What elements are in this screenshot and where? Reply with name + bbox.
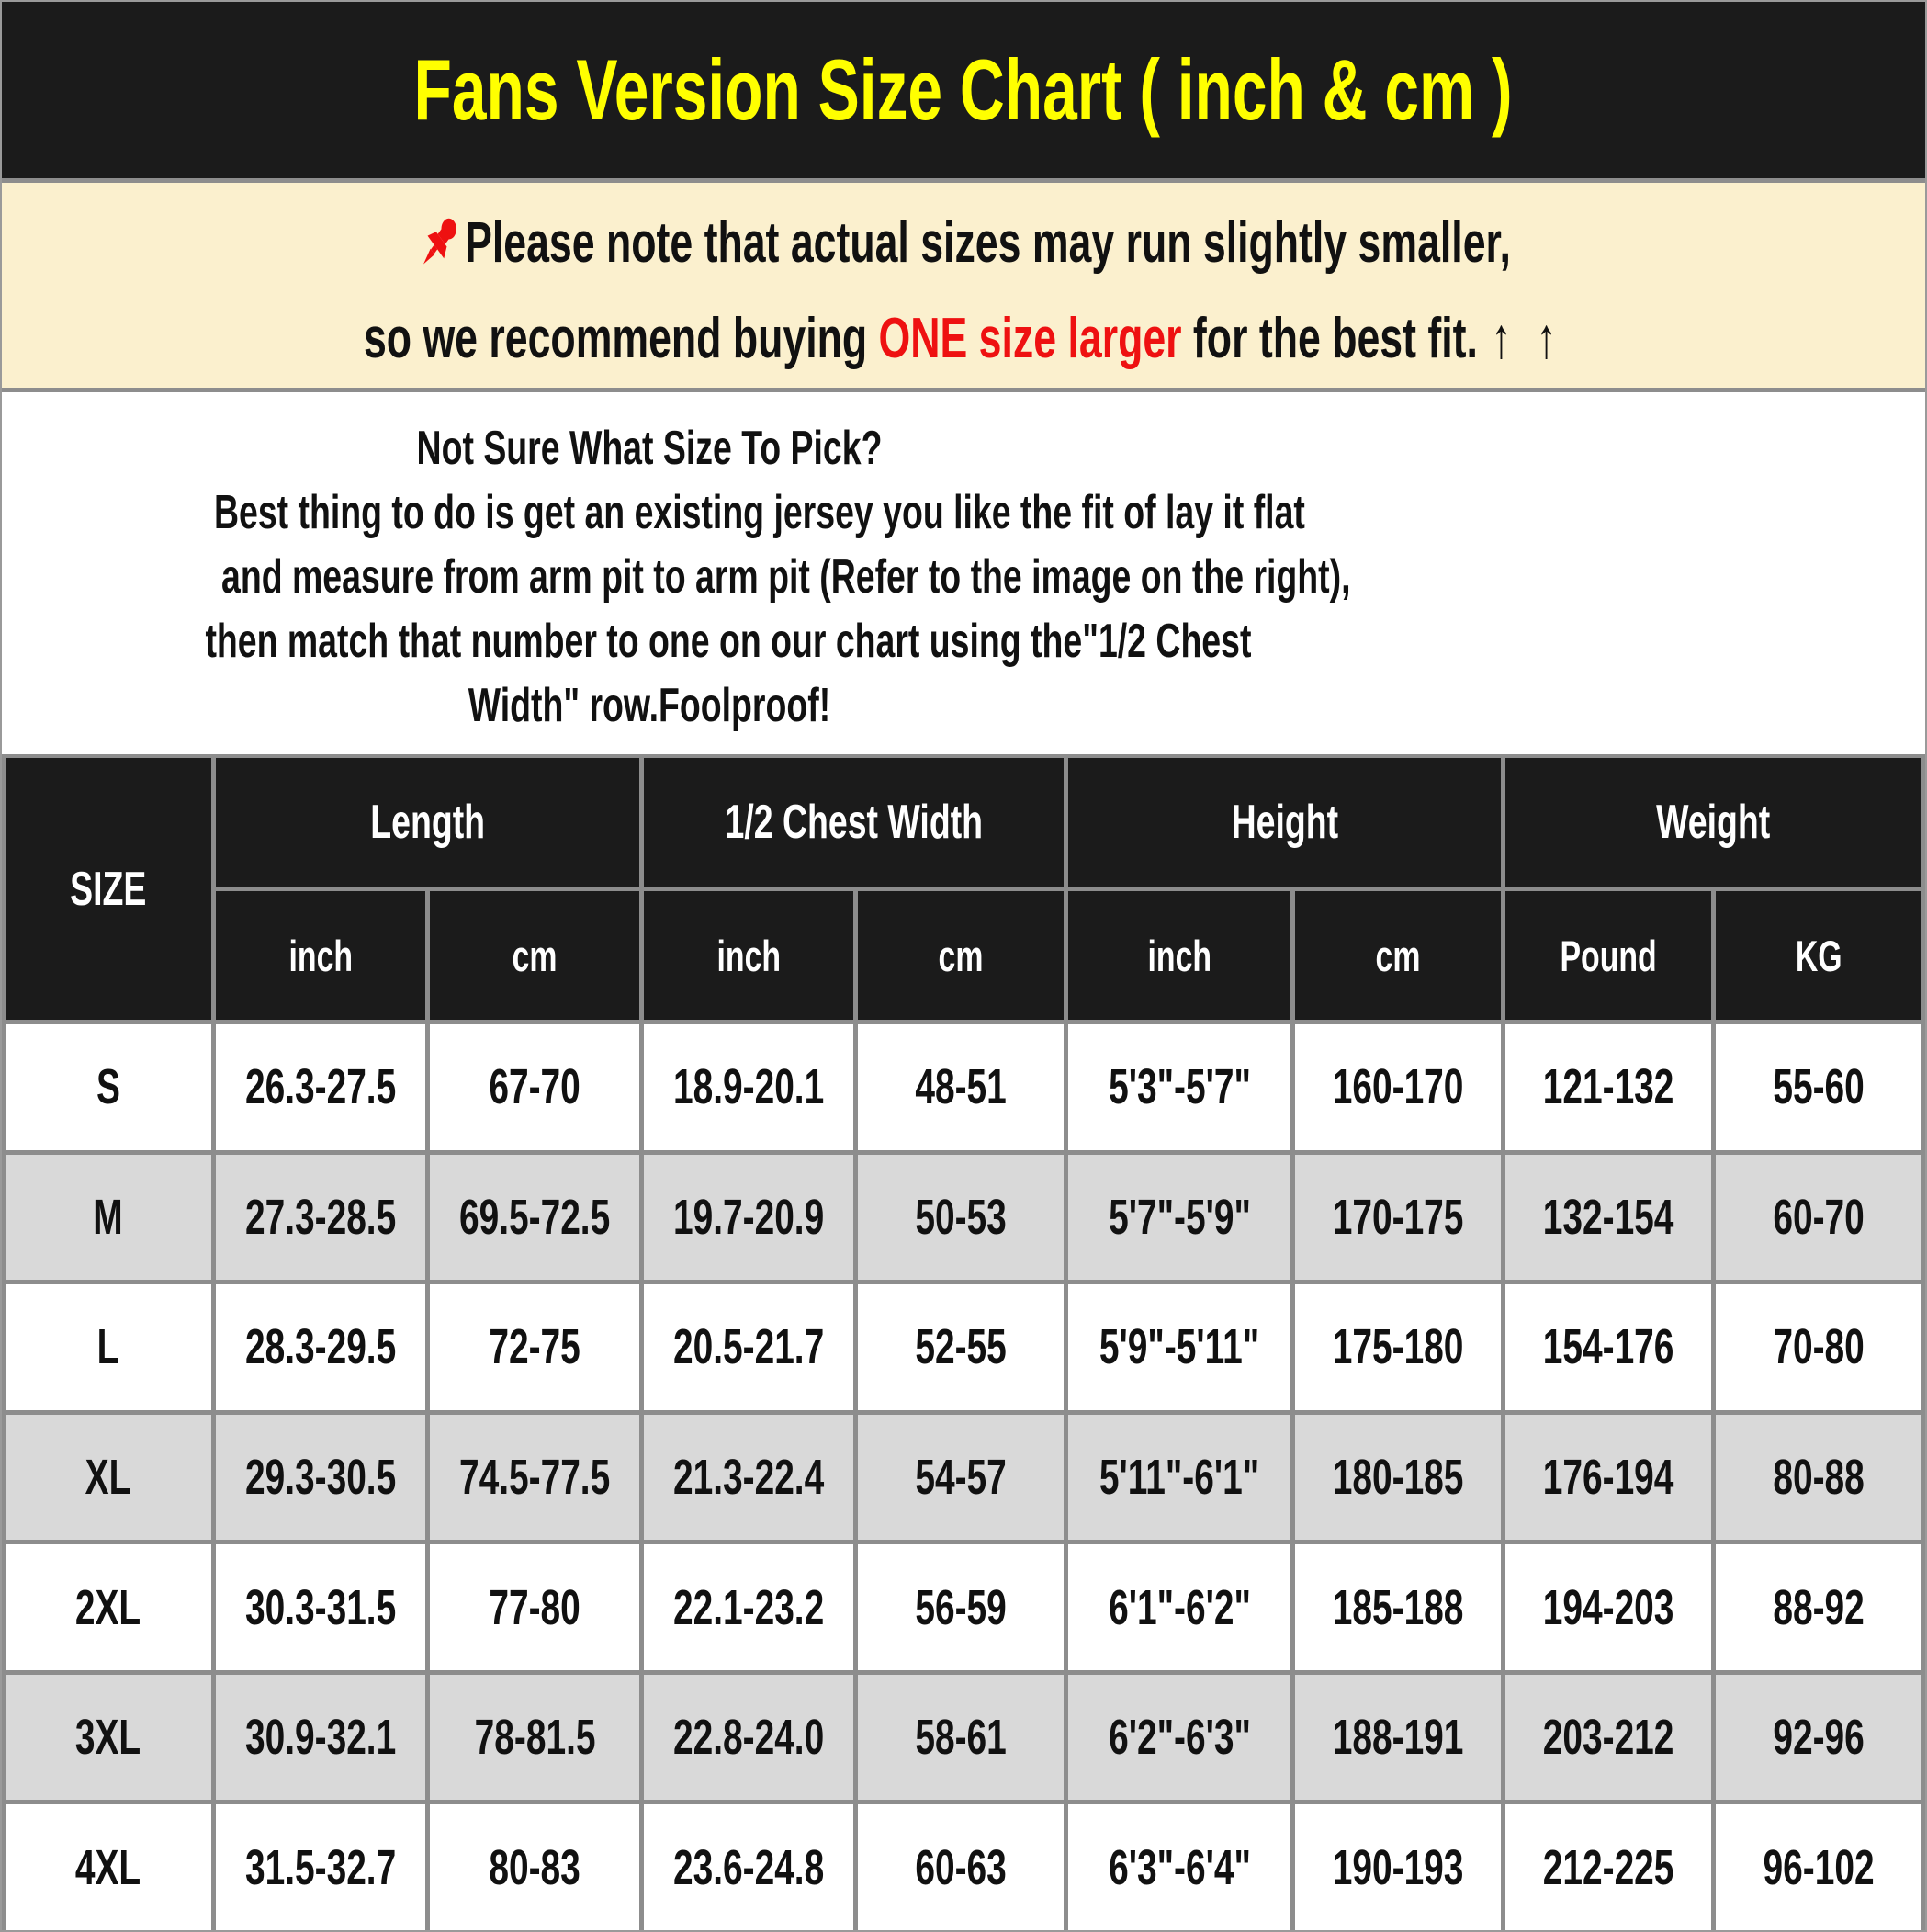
title-bar	[2, 2, 1925, 178]
value-cell: 30.3-31.5	[216, 1544, 425, 1670]
value-cell: 80-88	[1716, 1415, 1921, 1541]
sub-header-height-cm: cm	[1295, 891, 1501, 1020]
value-cell: 31.5-32.7	[216, 1804, 425, 1930]
value-cell: 5'7"-5'9"	[1068, 1155, 1290, 1281]
howto-heading: Not Sure What Size To Pick?	[416, 422, 883, 475]
value-cell: 212-225	[1505, 1804, 1711, 1930]
howto-line-4: then match that number to one on our chart using the"1/2 Chest	[205, 615, 1252, 668]
value-cell: 74.5-77.5	[430, 1415, 639, 1541]
value-cell: 52-55	[858, 1284, 1064, 1410]
value-cell: 28.3-29.5	[216, 1284, 425, 1410]
value-cell: 20.5-21.7	[644, 1284, 853, 1410]
value-cell: 203-212	[1505, 1675, 1711, 1801]
value-cell: 88-92	[1716, 1544, 1921, 1670]
value-cell: 80-83	[430, 1804, 639, 1930]
value-cell: 29.3-30.5	[216, 1415, 425, 1541]
group-header-length: Length	[216, 758, 639, 887]
howto-line-2: Best thing to do is get an existing jersey you like the fit of lay it flat	[213, 486, 1305, 539]
value-cell: 70-80	[1716, 1284, 1921, 1410]
value-cell: 22.8-24.0	[644, 1675, 853, 1801]
size-cell: S	[6, 1024, 211, 1150]
up-arrows-icon: ↑ ↑	[1491, 307, 1564, 370]
sub-header-weight-pound: Pound	[1505, 891, 1711, 1020]
page-title: Fans Version Size Chart ( inch & cm )	[414, 41, 1513, 138]
size-cell: M	[6, 1155, 211, 1281]
value-cell: 78-81.5	[430, 1675, 639, 1801]
value-cell: 185-188	[1295, 1544, 1501, 1670]
value-cell: 180-185	[1295, 1415, 1501, 1541]
value-cell: 72-75	[430, 1284, 639, 1410]
value-cell: 19.7-20.9	[644, 1155, 853, 1281]
value-cell: 58-61	[858, 1675, 1064, 1801]
value-cell: 92-96	[1716, 1675, 1921, 1801]
sub-header-chest-cm: cm	[858, 891, 1064, 1020]
value-cell: 154-176	[1505, 1284, 1711, 1410]
value-cell: 5'11"-6'1"	[1068, 1415, 1290, 1541]
value-cell: 121-132	[1505, 1024, 1711, 1150]
value-cell: 96-102	[1716, 1804, 1921, 1930]
pushpin-icon	[416, 210, 462, 275]
value-cell: 170-175	[1295, 1155, 1501, 1281]
value-cell: 194-203	[1505, 1544, 1711, 1670]
group-header-chest-width: 1/2 Chest Width	[644, 758, 1064, 887]
group-header-height: Height	[1068, 758, 1501, 887]
sub-header-chest-inch: inch	[644, 891, 853, 1020]
value-cell: 30.9-32.1	[216, 1675, 425, 1801]
value-cell: 188-191	[1295, 1675, 1501, 1801]
size-cell: L	[6, 1284, 211, 1410]
value-cell: 21.3-22.4	[644, 1415, 853, 1541]
size-cell: 4XL	[6, 1804, 211, 1930]
value-cell: 67-70	[430, 1024, 639, 1150]
note-banner	[2, 178, 1925, 392]
size-header: SIZE	[6, 758, 211, 1020]
note-line-2-suffix: for the best fit.	[1181, 307, 1478, 370]
value-cell: 5'3"-5'7"	[1068, 1024, 1290, 1150]
value-cell: 190-193	[1295, 1804, 1501, 1930]
value-cell: 27.3-28.5	[216, 1155, 425, 1281]
sub-header-height-inch: inch	[1068, 891, 1290, 1020]
value-cell: 60-63	[858, 1804, 1064, 1930]
note-line-2-prefix: so we recommend buying	[363, 307, 879, 370]
size-cell: 2XL	[6, 1544, 211, 1670]
note-line-2	[2, 291, 1925, 387]
size-cell: XL	[6, 1415, 211, 1541]
value-cell: 6'1"-6'2"	[1068, 1544, 1290, 1670]
size-cell: 3XL	[6, 1675, 211, 1801]
value-cell: 50-53	[858, 1155, 1064, 1281]
value-cell: 132-154	[1505, 1155, 1711, 1281]
howto-line-3: and measure from arm pit to arm pit (Refer to the image on the right),	[221, 550, 1351, 604]
howto-line-5: Width" row.Foolproof!	[468, 679, 831, 732]
note-line-1-text: Please note that actual sizes may run slightly smaller,	[465, 211, 1512, 275]
value-cell: 18.9-20.1	[644, 1024, 853, 1150]
value-cell: 176-194	[1505, 1415, 1711, 1541]
sub-header-weight-kg: KG	[1716, 891, 1921, 1020]
size-table	[2, 754, 1925, 1932]
sub-header-length-inch: inch	[216, 891, 425, 1020]
value-cell: 55-60	[1716, 1024, 1921, 1150]
howto-section	[2, 392, 1925, 754]
value-cell: 48-51	[858, 1024, 1064, 1150]
value-cell: 160-170	[1295, 1024, 1501, 1150]
value-cell: 56-59	[858, 1544, 1064, 1670]
value-cell: 54-57	[858, 1415, 1064, 1541]
value-cell: 6'3"-6'4"	[1068, 1804, 1290, 1930]
value-cell: 69.5-72.5	[430, 1155, 639, 1281]
value-cell: 60-70	[1716, 1155, 1921, 1281]
sub-header-length-cm: cm	[430, 891, 639, 1020]
value-cell: 175-180	[1295, 1284, 1501, 1410]
note-line-1	[2, 196, 1925, 291]
value-cell: 5'9"-5'11"	[1068, 1284, 1290, 1410]
value-cell: 23.6-24.8	[644, 1804, 853, 1930]
value-cell: 26.3-27.5	[216, 1024, 425, 1150]
value-cell: 6'2"-6'3"	[1068, 1675, 1290, 1801]
note-highlight: ONE size larger	[878, 307, 1182, 370]
value-cell: 22.1-23.2	[644, 1544, 853, 1670]
value-cell: 77-80	[430, 1544, 639, 1670]
group-header-weight: Weight	[1505, 758, 1921, 887]
howto-text	[2, 416, 1351, 738]
